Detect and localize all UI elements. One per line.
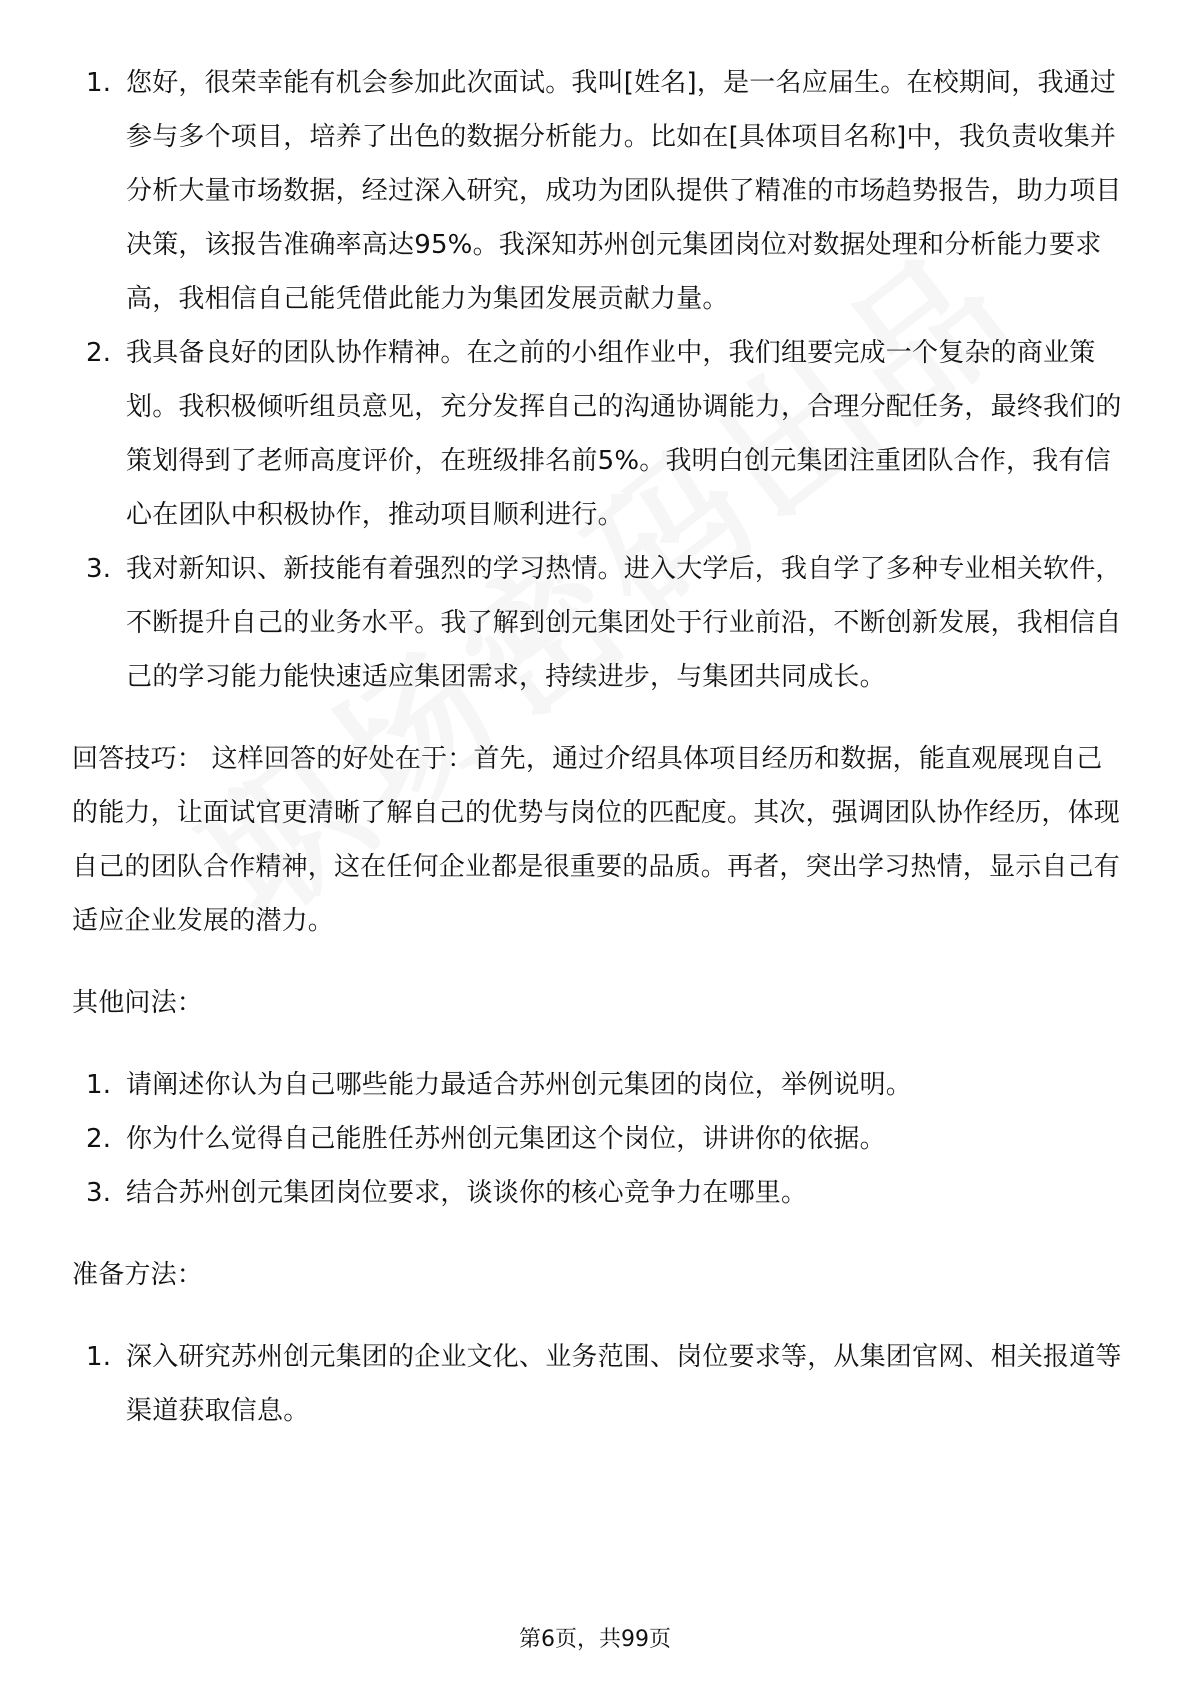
list-item-text: 您好，很荣幸能有机会参加此次面试。我叫[姓名]，是一名应届生。在校期间，我通过参与多个项目，培养了出色的数据分析能力。比如在[具体项目名称]中，我负责收集并分析大量市场数据，经过深入研究，成功为团队提供了精准的市场趋势报告，助力项目决策，该报告准确率高达95%。我深知苏州创元集团岗位对数据处理和分析能力要求高，我相信自己能凭借此能力为集团发展贡献力量。 [126, 68, 1122, 314]
list-item-text: 深入研究苏州创元集团的企业文化、业务范围、岗位要求等，从集团官网、相关报道等渠道获取信息。 [126, 1342, 1122, 1426]
preparation-list [72, 1330, 1122, 1438]
list-item-text: 请阐述你认为自己哪些能力最适合苏州创元集团的岗位，举例说明。 [126, 1070, 913, 1100]
list-item-text: 我对新知识、新技能有着强烈的学习热情。进入大学后，我自学了多种专业相关软件，不断提升自己的业务水平。我了解到创元集团处于行业前沿，不断创新发展，我相信自己的学习能力能快速适应集团需求，持续进步，与集团共同成长。 [126, 554, 1122, 692]
list-item [72, 326, 1122, 542]
preparation-heading: 准备方法： [72, 1260, 204, 1290]
list-item [72, 56, 1122, 326]
list-number: 3. [86, 1178, 112, 1208]
list-item-text: 你为什么觉得自己能胜任苏州创元集团这个岗位，讲讲你的依据。 [126, 1124, 886, 1154]
other-questions-heading: 其他问法： [72, 988, 204, 1018]
list-item [72, 1166, 1122, 1220]
list-number: 2. [86, 1124, 112, 1154]
list-item [72, 1112, 1122, 1166]
answer-tips: 回答技巧： 这样回答的好处在于：首先，通过介绍具体项目经历和数据，能直观展现自己的能力，让面试官更清晰了解自己的优势与岗位的匹配度。其次，强调团队协作经历，体现自己的团队合作精神，这在任何企业都是很重要的品质。再者，突出学习热情，显示自己有适应企业发展的潜力。 [72, 744, 1121, 936]
list-item [72, 542, 1122, 704]
list-item [72, 1330, 1122, 1438]
list-number: 1. [86, 1070, 112, 1100]
list-item-text: 结合苏州创元集团岗位要求，谈谈你的核心竞争力在哪里。 [126, 1178, 808, 1208]
answer-list [72, 56, 1122, 704]
list-number: 1. [86, 1342, 112, 1372]
list-number: 2. [86, 338, 112, 368]
list-item [72, 1058, 1122, 1112]
list-number: 1. [86, 68, 112, 98]
other-questions-list [72, 1058, 1122, 1220]
list-item-text: 我具备良好的团队协作精神。在之前的小组作业中，我们组要完成一个复杂的商业策划。我积极倾听组员意见，充分发挥自己的沟通协调能力，合理分配任务，最终我们的策划得到了老师高度评价，在班级排名前5%。我明白创元集团注重团队合作，我有信心在团队中积极协作，推动项目顺利进行。 [126, 338, 1122, 530]
list-number: 3. [86, 554, 112, 584]
page-content [72, 56, 1122, 1438]
page-footer: 第6页，共99页 [519, 1627, 671, 1652]
